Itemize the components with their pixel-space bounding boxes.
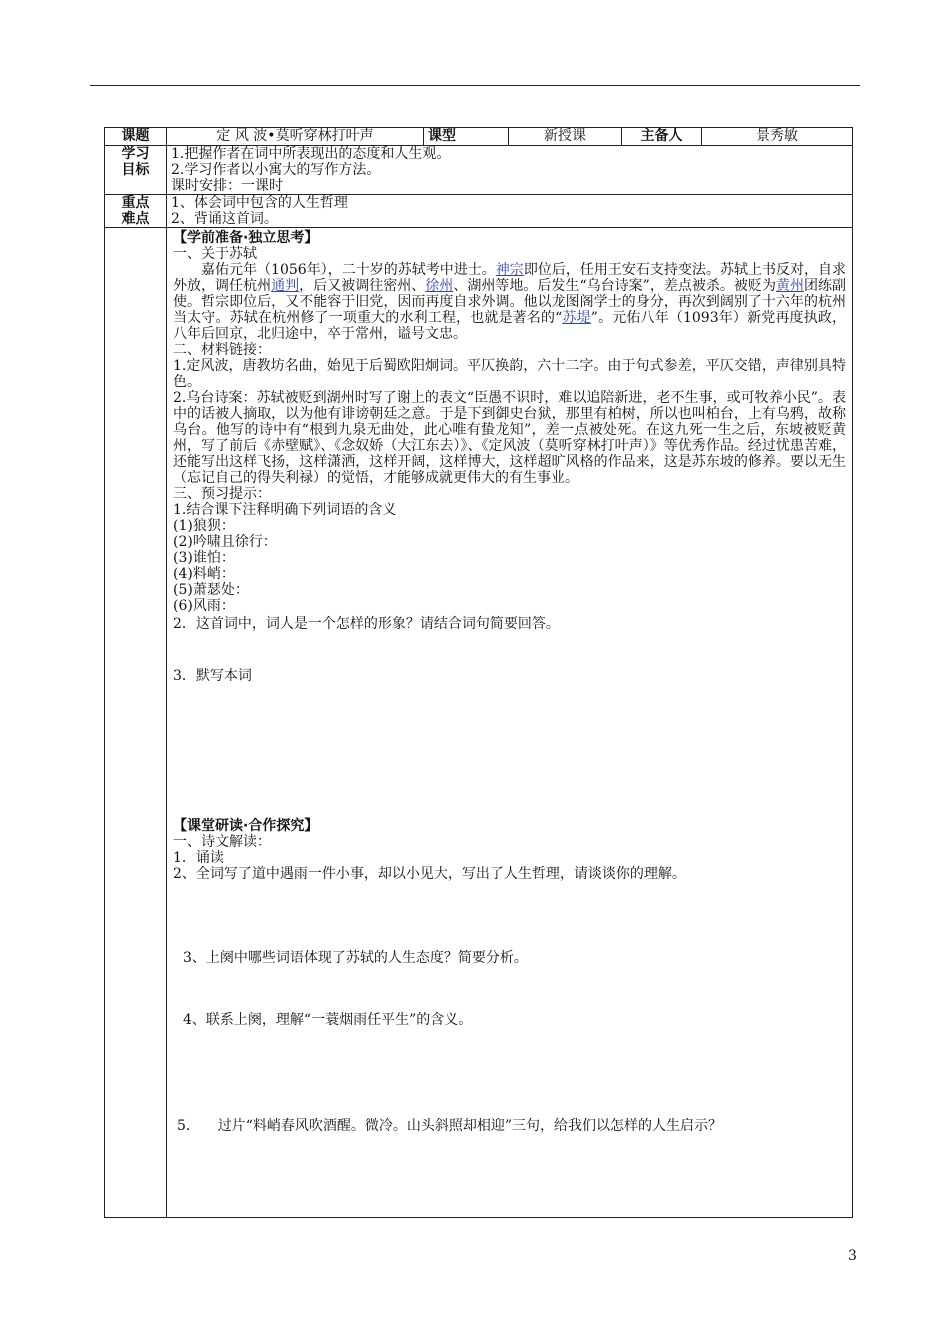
- main-row: [105, 228, 853, 1218]
- preparer-label: 主备人: [622, 128, 702, 146]
- header-rule: [90, 85, 860, 86]
- study-question: 2、全词写了道中遇雨一件小事，却以小见大，写出了人生哲理，请谈谈你的理解。: [173, 866, 686, 882]
- prep-heading: 【学前准备·独立思考】: [173, 230, 319, 246]
- section-title: 一、关于苏轼: [173, 246, 257, 262]
- biography-paragraph: 嘉佑元年（1056年），二十岁的苏轼考中进士。神宗即位后，任用王安石支持变法。苏轼上书反对，自求外放，调任杭州通判，后又被调往密州、徐州、湖州等地。后发生“乌台诗案”，差点被杀。被贬为黄州团练副使。哲宗即位后，又不能容于旧党，因而再度自求外调。他以龙图阁学士的身分，再次到阔别了十六年的杭州当太守。苏轼在杭州修了一项重大的水利工程，也就是著名的“苏堤”。元佑八年（1093年）新党再度执政，八年后回京，北归途中，卒于常州，谥号文忠。: [173, 262, 847, 342]
- section-title: 三、预习提示：: [173, 486, 271, 502]
- study-question: 5． 过片“料峭春风吹酒醒。微冷。山头斜照却相迎”三句，给我们以怎样的人生启示？: [177, 1118, 723, 1134]
- study-question: 1．诵读: [173, 850, 224, 866]
- goals-row: [105, 146, 853, 195]
- page-number: 3: [848, 1248, 857, 1264]
- keypoint-item: 2、背诵这首词。: [171, 211, 278, 227]
- material-1: 1.定风波，唐教坊名曲，始见于后蜀欧阳炯词。平仄换韵，六十二字。由于句式参差，平仄交错，声律别具特色。: [173, 358, 846, 390]
- material-2: 2.乌台诗案：苏轼被贬到湖州时写了谢上的表文“臣愚不识时，难以追陪新进，老不生事，或可牧养小民”。表中的话被人摘取，以为他有诽谤朝廷之意。于是下到御史台狱，那里有柏树，所以也叫柏台，上有乌鸦，故称乌台。他写的诗中有“根到九泉无曲处，此心唯有蛰龙知”，差一点被处死。在这九死一生之后，东坡被贬黄州，写了前后《赤壁赋》、《念奴娇（大江东去）》、《定风波（莫听穿林打叶声）》等优秀作品。经过忧患苦难，还能写出这样飞扬，这样潇洒，这样开阔，这样博大，这样超旷风格的作品来，这是苏东坡的修养。要以无生（忘记自己的得失利禄）的觉悟，才能够成就更伟大的有生事业。: [173, 390, 846, 486]
- topic-value: 定 风 波•莫听穿林打叶声: [167, 128, 424, 146]
- topic-label: 课题: [105, 128, 167, 146]
- goals-content: [167, 146, 853, 195]
- goal-item: 2.学习作者以小寓大的写作方法。: [171, 162, 381, 178]
- question-2: 2．这首词中，词人是一个怎样的形象？请结合词句简要回答。: [173, 616, 560, 632]
- study-question: 4、联系上阕，理解“一蓑烟雨任平生”的含义。: [183, 1012, 473, 1028]
- section-title: 二、材料链接：: [173, 342, 271, 358]
- type-value: 新授课: [509, 128, 622, 146]
- term-item: (6)风雨：: [173, 598, 235, 614]
- lesson-plan-table: [104, 127, 853, 1218]
- question-3: 3．默写本词: [173, 668, 252, 684]
- term-item: (3)谁怕：: [173, 550, 235, 566]
- study-heading: 【课堂研读·合作探究】: [173, 818, 319, 834]
- keypoints-row: [105, 195, 853, 228]
- keypoints-label: 重点 难点: [105, 195, 167, 228]
- preparer-value: 景秀敏: [702, 128, 853, 146]
- link-tongpan[interactable]: 通判: [271, 278, 300, 294]
- header-row: [105, 128, 853, 146]
- term-item: (1)狼狈：: [173, 518, 235, 534]
- main-label-cell: [105, 228, 167, 1218]
- section-title: 一、诗文解读：: [173, 834, 271, 850]
- schedule-text: 课时安排：一课时: [171, 178, 283, 194]
- link-huangzhou[interactable]: 黄州: [775, 278, 804, 294]
- goal-item: 1.把握作者在词中所表现出的态度和人生观。: [171, 146, 451, 162]
- link-shenzong[interactable]: 神宗: [495, 262, 524, 278]
- term-item: (4)料峭：: [173, 566, 235, 582]
- link-xuzhou[interactable]: 徐州: [425, 278, 454, 294]
- question-1: 1.结合课下注释明确下列词语的含义: [173, 502, 397, 518]
- link-sudi[interactable]: 苏堤: [562, 310, 591, 326]
- keypoints-content: [167, 195, 853, 228]
- keypoint-item: 1、体会词中包含的人生哲理: [171, 195, 348, 211]
- type-label: 课型: [424, 128, 509, 146]
- study-question: 3、上阕中哪些词语体现了苏轼的人生态度？简要分析。: [183, 950, 528, 966]
- main-content: [167, 228, 853, 1218]
- term-item: (5)萧瑟处：: [173, 582, 249, 598]
- goals-label: 学习 目标: [105, 146, 167, 195]
- term-item: (2)吟啸且徐行：: [173, 534, 277, 550]
